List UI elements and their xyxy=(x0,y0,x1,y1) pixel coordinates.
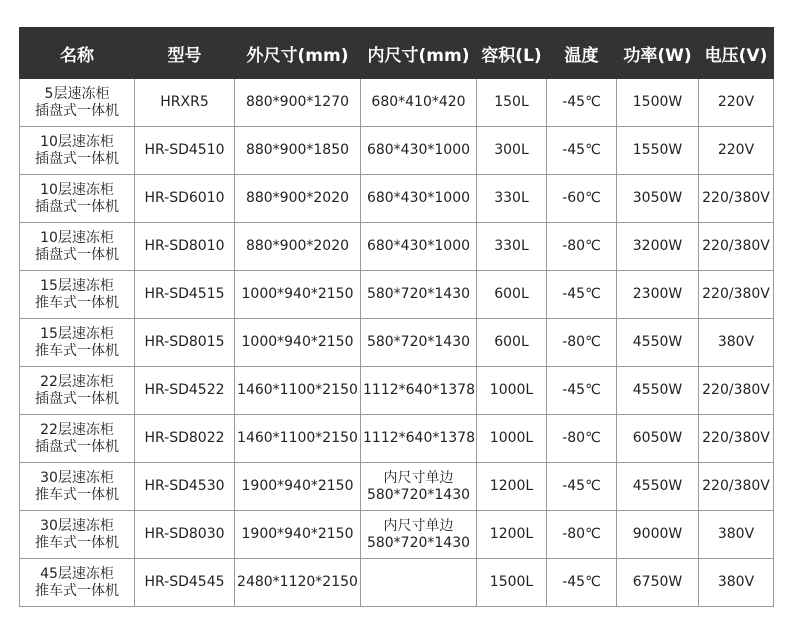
name-line: 15层速冻柜 xyxy=(40,277,114,294)
name-line: 10层速冻柜 xyxy=(40,181,114,198)
cell-name xyxy=(20,271,135,319)
name-line: 10层速冻柜 xyxy=(40,229,114,246)
cell-inner-size xyxy=(361,415,477,463)
inner-size-line: 680*410*420 xyxy=(371,94,466,110)
cell-model: HR-SD4515 xyxy=(135,271,235,319)
inner-size-line: 1112*640*1378 xyxy=(363,430,475,446)
header-inner-size: 内尺寸(mm) xyxy=(361,28,477,79)
cell-outer-size: 1000*940*2150 xyxy=(235,319,361,367)
cell-voltage: 220/380V xyxy=(699,223,774,271)
cell-temperature: -80℃ xyxy=(547,223,617,271)
inner-size-line: 内尺寸单边 xyxy=(383,517,454,534)
cell-outer-size: 1900*940*2150 xyxy=(235,463,361,511)
cell-volume: 330L xyxy=(477,223,547,271)
inner-size-line: 1112*640*1378 xyxy=(363,382,475,398)
cell-inner-size xyxy=(361,175,477,223)
cell-name xyxy=(20,175,135,223)
table-row xyxy=(20,463,774,511)
cell-power: 4550W xyxy=(617,319,699,367)
cell-volume: 1000L xyxy=(477,367,547,415)
cell-temperature: -45℃ xyxy=(547,559,617,607)
name-line: 推车式一体机 xyxy=(35,534,119,551)
cell-model: HR-SD4545 xyxy=(135,559,235,607)
cell-temperature: -45℃ xyxy=(547,127,617,175)
cell-temperature: -45℃ xyxy=(547,79,617,127)
header-row xyxy=(20,28,774,79)
cell-model: HR-SD4522 xyxy=(135,367,235,415)
table-row xyxy=(20,511,774,559)
cell-name xyxy=(20,415,135,463)
cell-temperature: -80℃ xyxy=(547,511,617,559)
cell-inner-size xyxy=(361,511,477,559)
cell-outer-size: 2480*1120*2150 xyxy=(235,559,361,607)
cell-outer-size: 880*900*1270 xyxy=(235,79,361,127)
cell-power: 4550W xyxy=(617,463,699,511)
cell-power: 4550W xyxy=(617,367,699,415)
inner-size-line: 580*720*1430 xyxy=(366,534,471,551)
cell-name xyxy=(20,319,135,367)
cell-voltage: 220/380V xyxy=(699,367,774,415)
cell-volume: 1200L xyxy=(477,463,547,511)
cell-volume: 600L xyxy=(477,319,547,367)
cell-outer-size: 880*900*1850 xyxy=(235,127,361,175)
name-line: 30层速冻柜 xyxy=(40,469,114,486)
cell-voltage: 220/380V xyxy=(699,271,774,319)
header-power: 功率(W) xyxy=(617,28,699,79)
cell-model: HR-SD8030 xyxy=(135,511,235,559)
name-line: 插盘式一体机 xyxy=(35,390,119,407)
name-line: 插盘式一体机 xyxy=(35,246,119,263)
table-row xyxy=(20,559,774,607)
cell-temperature: -45℃ xyxy=(547,463,617,511)
inner-size-line: 内尺寸单边 xyxy=(383,469,454,486)
name-line: 30层速冻柜 xyxy=(40,517,114,534)
cell-power: 3050W xyxy=(617,175,699,223)
inner-size-line: 680*430*1000 xyxy=(366,142,471,158)
header-voltage: 电压(V) xyxy=(699,28,774,79)
cell-model: HR-SD8015 xyxy=(135,319,235,367)
inner-size-line: 680*430*1000 xyxy=(366,238,471,254)
cell-voltage: 220V xyxy=(699,127,774,175)
cell-model: HRXR5 xyxy=(135,79,235,127)
name-line: 45层速冻柜 xyxy=(40,565,114,582)
cell-name xyxy=(20,559,135,607)
table-row xyxy=(20,271,774,319)
cell-voltage: 220/380V xyxy=(699,463,774,511)
table-row xyxy=(20,175,774,223)
cell-model: HR-SD8010 xyxy=(135,223,235,271)
table-row xyxy=(20,367,774,415)
cell-outer-size: 1460*1100*2150 xyxy=(235,367,361,415)
name-line: 5层速冻柜 xyxy=(44,85,110,102)
name-line: 插盘式一体机 xyxy=(35,198,119,215)
cell-name xyxy=(20,511,135,559)
cell-inner-size xyxy=(361,79,477,127)
cell-inner-size xyxy=(361,319,477,367)
table-row xyxy=(20,319,774,367)
spec-table xyxy=(19,27,774,607)
cell-voltage: 380V xyxy=(699,559,774,607)
header-name: 名称 xyxy=(20,28,135,79)
cell-outer-size: 880*900*2020 xyxy=(235,223,361,271)
cell-voltage: 220/380V xyxy=(699,415,774,463)
cell-inner-size xyxy=(361,367,477,415)
cell-voltage: 220/380V xyxy=(699,175,774,223)
header-model: 型号 xyxy=(135,28,235,79)
cell-inner-size xyxy=(361,463,477,511)
name-line: 推车式一体机 xyxy=(35,582,119,599)
cell-temperature: -60℃ xyxy=(547,175,617,223)
cell-volume: 1200L xyxy=(477,511,547,559)
header-temperature: 温度 xyxy=(547,28,617,79)
cell-name xyxy=(20,127,135,175)
cell-model: HR-SD6010 xyxy=(135,175,235,223)
inner-size-line: 580*720*1430 xyxy=(366,286,471,302)
inner-size-line: 580*720*1430 xyxy=(366,486,471,503)
cell-volume: 600L xyxy=(477,271,547,319)
name-line: 插盘式一体机 xyxy=(35,438,119,455)
cell-inner-size xyxy=(361,223,477,271)
cell-inner-size xyxy=(361,559,477,607)
cell-temperature: -45℃ xyxy=(547,367,617,415)
name-line: 推车式一体机 xyxy=(35,486,119,503)
cell-temperature: -45℃ xyxy=(547,271,617,319)
table-row xyxy=(20,127,774,175)
cell-voltage: 380V xyxy=(699,511,774,559)
inner-size-line: 580*720*1430 xyxy=(366,334,471,350)
cell-power: 2300W xyxy=(617,271,699,319)
table-row xyxy=(20,415,774,463)
cell-power: 9000W xyxy=(617,511,699,559)
header-outer-size: 外尺寸(mm) xyxy=(235,28,361,79)
name-line: 15层速冻柜 xyxy=(40,325,114,342)
cell-model: HR-SD8022 xyxy=(135,415,235,463)
cell-name xyxy=(20,463,135,511)
cell-name xyxy=(20,367,135,415)
name-line: 22层速冻柜 xyxy=(40,421,114,438)
name-line: 22层速冻柜 xyxy=(40,373,114,390)
cell-voltage: 220V xyxy=(699,79,774,127)
cell-power: 1500W xyxy=(617,79,699,127)
cell-model: HR-SD4510 xyxy=(135,127,235,175)
cell-volume: 330L xyxy=(477,175,547,223)
cell-volume: 1000L xyxy=(477,415,547,463)
name-line: 推车式一体机 xyxy=(35,294,119,311)
cell-inner-size xyxy=(361,271,477,319)
cell-power: 6050W xyxy=(617,415,699,463)
cell-model: HR-SD4530 xyxy=(135,463,235,511)
name-line: 10层速冻柜 xyxy=(40,133,114,150)
cell-voltage: 380V xyxy=(699,319,774,367)
table-body xyxy=(20,79,774,607)
table-header xyxy=(20,28,774,79)
cell-name xyxy=(20,223,135,271)
cell-power: 1550W xyxy=(617,127,699,175)
header-volume: 容积(L) xyxy=(477,28,547,79)
cell-power: 3200W xyxy=(617,223,699,271)
name-line: 推车式一体机 xyxy=(35,342,119,359)
cell-outer-size: 1000*940*2150 xyxy=(235,271,361,319)
inner-size-line: 680*430*1000 xyxy=(366,190,471,206)
cell-outer-size: 1900*940*2150 xyxy=(235,511,361,559)
cell-outer-size: 1460*1100*2150 xyxy=(235,415,361,463)
cell-inner-size xyxy=(361,127,477,175)
name-line: 插盘式一体机 xyxy=(35,102,119,119)
cell-volume: 300L xyxy=(477,127,547,175)
cell-temperature: -80℃ xyxy=(547,319,617,367)
cell-volume: 150L xyxy=(477,79,547,127)
cell-outer-size: 880*900*2020 xyxy=(235,175,361,223)
cell-volume: 1500L xyxy=(477,559,547,607)
table-row xyxy=(20,223,774,271)
name-line: 插盘式一体机 xyxy=(35,150,119,167)
cell-temperature: -80℃ xyxy=(547,415,617,463)
cell-name xyxy=(20,79,135,127)
table-row xyxy=(20,79,774,127)
cell-power: 6750W xyxy=(617,559,699,607)
